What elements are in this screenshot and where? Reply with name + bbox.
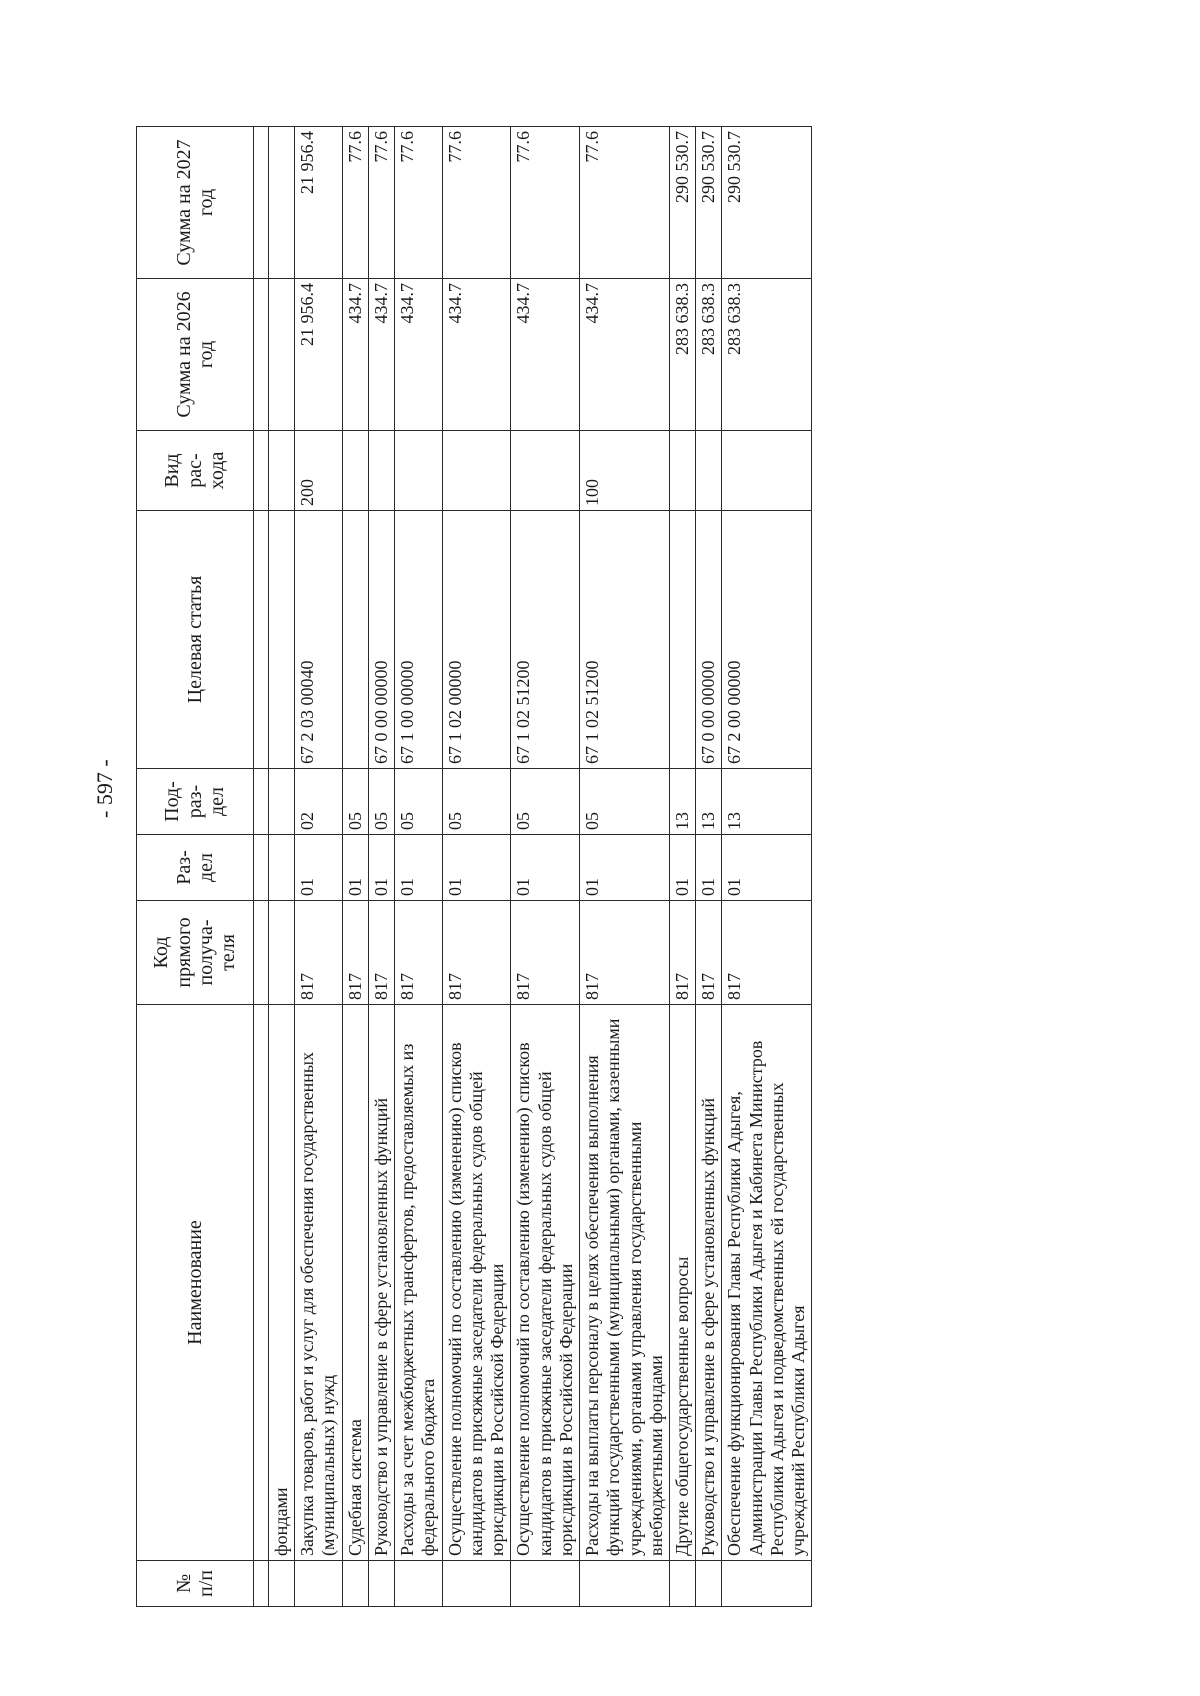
cell-name: Закупка товаров, работ и услуг для обеспечения государственных (муниципальных) нужд	[295, 1005, 342, 1561]
cell-celevaya: 67 1 02 51200	[511, 511, 580, 769]
cell-no	[342, 1561, 368, 1607]
cell-sum-2027: 77.6	[580, 127, 670, 279]
header-spacer-row	[254, 127, 269, 1607]
cell-podrazdel: 05	[580, 769, 670, 835]
spacer-cell	[254, 279, 269, 431]
cell-sum-2026: 21 956.4	[295, 279, 342, 431]
table-row	[669, 127, 695, 1607]
cell-razdel: 01	[395, 835, 442, 901]
cell-no	[511, 1561, 580, 1607]
cell-razdel	[269, 835, 295, 901]
cell-sum-2027: 77.6	[395, 127, 442, 279]
header-podrazdel: Под-раз-дел	[137, 769, 254, 835]
cell-name: фондами	[269, 1005, 295, 1561]
cell-sum-2027: 290 530.7	[669, 127, 695, 279]
cell-sum-2026: 283 638.3	[696, 279, 722, 431]
cell-sum-2026: 434.7	[511, 279, 580, 431]
cell-recipient: 817	[395, 901, 442, 1005]
cell-celevaya: 67 0 00 00000	[368, 511, 394, 769]
cell-vid	[368, 431, 394, 511]
spacer-cell	[254, 835, 269, 901]
cell-razdel: 01	[722, 835, 812, 901]
cell-sum-2027: 77.6	[368, 127, 394, 279]
cell-no	[669, 1561, 695, 1607]
cell-vid	[511, 431, 580, 511]
cell-no	[722, 1561, 812, 1607]
cell-razdel: 01	[669, 835, 695, 901]
cell-razdel: 01	[342, 835, 368, 901]
cell-recipient: 817	[295, 901, 342, 1005]
cell-sum-2027: 290 530.7	[696, 127, 722, 279]
cell-vid: 200	[295, 431, 342, 511]
cell-celevaya	[269, 511, 295, 769]
cell-name: Другие общегосударственные вопросы	[669, 1005, 695, 1561]
cell-sum-2027: 77.6	[342, 127, 368, 279]
header-razdel: Раз-дел	[137, 835, 254, 901]
cell-razdel: 01	[696, 835, 722, 901]
cell-no	[580, 1561, 670, 1607]
table-header-row	[137, 127, 254, 1607]
cell-podrazdel: 02	[295, 769, 342, 835]
cell-name: Судебная система	[342, 1005, 368, 1561]
cell-recipient: 817	[696, 901, 722, 1005]
table-row	[295, 127, 342, 1607]
page-number: - 597 -	[92, 759, 117, 818]
cell-name: Руководство и управление в сфере установленных функций	[368, 1005, 394, 1561]
cell-podrazdel: 13	[722, 769, 812, 835]
table-row	[696, 127, 722, 1607]
table-row	[269, 127, 295, 1607]
spacer-cell	[254, 1005, 269, 1561]
cell-sum-2026: 434.7	[368, 279, 394, 431]
cell-vid	[722, 431, 812, 511]
cell-podrazdel: 13	[669, 769, 695, 835]
cell-vid	[342, 431, 368, 511]
spacer-cell	[254, 901, 269, 1005]
cell-razdel: 01	[295, 835, 342, 901]
table-row	[395, 127, 442, 1607]
spacer-cell	[254, 511, 269, 769]
cell-no	[696, 1561, 722, 1607]
cell-name: Расходы на выплаты персоналу в целях обеспечения выполнения функций государственными (муниципальными) органами, казенными учреждениями, органами управления государственными внебюджетными фондами	[580, 1005, 670, 1561]
spacer-cell	[254, 127, 269, 279]
cell-vid	[442, 431, 511, 511]
spacer-cell	[254, 1561, 269, 1607]
cell-sum-2026: 283 638.3	[722, 279, 812, 431]
cell-no	[269, 1561, 295, 1607]
cell-razdel: 01	[511, 835, 580, 901]
cell-razdel: 01	[442, 835, 511, 901]
header-sum-2027: Сумма на 2027 год	[137, 127, 254, 279]
cell-name: Осуществление полномочий по составлению (изменению) списков кандидатов в присяжные заседатели федеральных судов общей юрисдикции в Российской Федерации	[511, 1005, 580, 1561]
cell-celevaya: 67 1 00 00000	[395, 511, 442, 769]
cell-name: Расходы за счет межбюджетных трансфертов, предоставляемых из федерального бюджета	[395, 1005, 442, 1561]
cell-no	[442, 1561, 511, 1607]
header-no: № п/п	[137, 1561, 254, 1607]
header-recipient-code: Код прямого получа-теля	[137, 901, 254, 1005]
cell-celevaya: 67 1 02 51200	[580, 511, 670, 769]
cell-sum-2026: 434.7	[580, 279, 670, 431]
cell-vid	[669, 431, 695, 511]
cell-podrazdel: 05	[368, 769, 394, 835]
cell-name: Осуществление полномочий по составлению (изменению) списков кандидатов в присяжные заседатели федеральных судов общей юрисдикции в Российской Федерации	[442, 1005, 511, 1561]
cell-name: Руководство и управление в сфере установленных функций	[696, 1005, 722, 1561]
spacer-cell	[254, 769, 269, 835]
cell-recipient: 817	[722, 901, 812, 1005]
table-row	[368, 127, 394, 1607]
cell-razdel: 01	[580, 835, 670, 901]
table-row	[511, 127, 580, 1607]
cell-sum-2026: 434.7	[442, 279, 511, 431]
cell-vid	[269, 431, 295, 511]
table-row	[342, 127, 368, 1607]
cell-celevaya	[342, 511, 368, 769]
cell-celevaya	[669, 511, 695, 769]
table-row	[442, 127, 511, 1607]
header-vid-raskhoda: Вид рас-хода	[137, 431, 254, 511]
cell-sum-2026	[269, 279, 295, 431]
cell-sum-2027: 77.6	[442, 127, 511, 279]
cell-sum-2027: 77.6	[511, 127, 580, 279]
cell-no	[368, 1561, 394, 1607]
header-sum-2026: Сумма на 2026 год	[137, 279, 254, 431]
cell-vid: 100	[580, 431, 670, 511]
cell-sum-2026: 434.7	[342, 279, 368, 431]
cell-recipient: 817	[342, 901, 368, 1005]
cell-celevaya: 67 1 02 00000	[442, 511, 511, 769]
cell-podrazdel: 13	[696, 769, 722, 835]
cell-sum-2026: 283 638.3	[669, 279, 695, 431]
cell-recipient: 817	[580, 901, 670, 1005]
cell-sum-2027: 21 956.4	[295, 127, 342, 279]
cell-recipient: 817	[442, 901, 511, 1005]
cell-sum-2027: 290 530.7	[722, 127, 812, 279]
cell-celevaya: 67 2 00 00000	[722, 511, 812, 769]
cell-name: Обеспечение функционирования Главы Республики Адыгея, Администрации Главы Республики Адыгея и Кабинета Министров Республики Адыгея и подведомственных ей государственных учреждений Республики Адыгея	[722, 1005, 812, 1561]
cell-sum-2026: 434.7	[395, 279, 442, 431]
spacer-cell	[254, 431, 269, 511]
cell-sum-2027	[269, 127, 295, 279]
cell-podrazdel: 05	[342, 769, 368, 835]
cell-recipient: 817	[669, 901, 695, 1005]
cell-celevaya: 67 0 00 00000	[696, 511, 722, 769]
cell-podrazdel: 05	[511, 769, 580, 835]
cell-recipient: 817	[511, 901, 580, 1005]
table-row	[722, 127, 812, 1607]
table-row	[580, 127, 670, 1607]
cell-podrazdel	[269, 769, 295, 835]
cell-recipient: 817	[368, 901, 394, 1005]
cell-razdel: 01	[368, 835, 394, 901]
cell-recipient	[269, 901, 295, 1005]
cell-vid	[395, 431, 442, 511]
cell-celevaya: 67 2 03 00040	[295, 511, 342, 769]
budget-table-sheet	[136, 127, 1086, 1607]
header-celevaya-statya: Целевая статья	[137, 511, 254, 769]
budget-table	[136, 126, 812, 1607]
cell-vid	[696, 431, 722, 511]
cell-no	[395, 1561, 442, 1607]
cell-no	[295, 1561, 342, 1607]
cell-podrazdel: 05	[442, 769, 511, 835]
header-name: Наименование	[137, 1005, 254, 1561]
cell-podrazdel: 05	[395, 769, 442, 835]
